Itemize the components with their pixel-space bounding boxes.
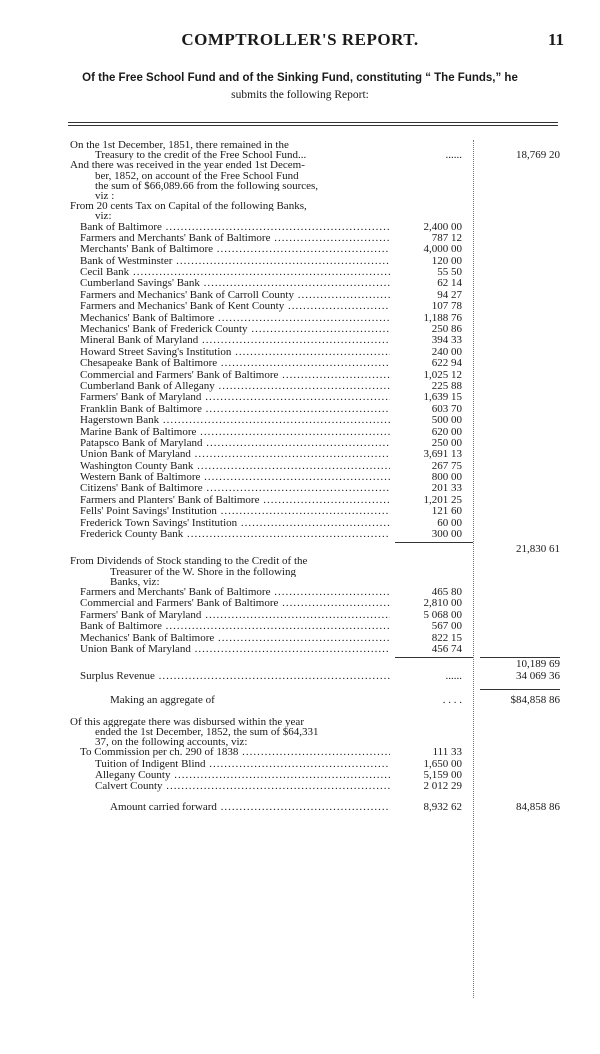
dividend-amount: 465 80 [431,586,462,598]
bank-row [0,449,600,460]
bank-row [0,404,600,415]
bank-row [0,301,600,312]
bank-row [0,244,600,255]
dividend-label: Commercial and Farmers' Bank of Baltimore ..... [80,598,390,609]
bank-label: Chesapeake Bank of Baltimore ..... [80,358,390,369]
bank-amount: 55 50 [437,266,462,279]
bank-label: Citizens' Bank of Baltimore ..... [80,483,390,494]
bank-label: Frederick County Bank ..... [80,529,390,540]
dividend-amount: 2,810 00 [423,597,462,610]
bank-label: Patapsco Bank of Maryland ..... [80,438,390,449]
carried-forward-total: 84,858 86 [516,800,560,813]
bank-label: Hagerstown Bank ..... [80,415,390,426]
bank-label: Commercial and Farmers' Bank of Baltimore ..... [80,370,390,381]
bank-label: Bank of Baltimore ..... [80,222,390,233]
disbursement-row [0,759,600,770]
bank-amount: 603 70 [431,402,462,415]
ledger-row: Treasury to the credit of the Free School Fund... ...... 18,769 20 [95,149,560,162]
bank-amount: 225 88 [431,379,462,392]
ledger-row: viz: [95,211,112,222]
dividends-total-row [0,655,600,671]
bank-label: Merchants' Bank of Baltimore ..... [80,244,390,255]
report-title: COMPTROLLER'S REPORT. [181,30,419,49]
ledger [0,140,600,815]
bank-amount: 94 27 [437,288,462,301]
banks-total: 21,830 61 [516,543,560,556]
bank-row [0,427,600,438]
opening-balance: 18,769 20 [516,149,560,162]
ledger-row: Of this aggregate there was disbursed within the year [70,716,304,727]
bank-row [0,335,600,346]
bank-amount: 4,000 00 [423,243,462,256]
bank-row [0,472,600,483]
dividend-amount: 822 15 [431,631,462,644]
dividend-label: Farmers' Bank of Maryland ..... [80,610,390,621]
aggregate-row: Making an aggregate of . . . . $84,858 86 [0,689,600,711]
bank-row [0,347,600,358]
page-number: 11 [547,30,564,49]
bank-row [0,324,600,335]
bank-row [0,222,600,233]
bank-label: Washington County Bank ..... [80,461,390,472]
disbursement-amount: 2 012 29 [423,780,462,793]
bank-amount: 250 00 [431,436,462,449]
bank-amount: 1,188 76 [423,311,462,324]
dividends-total: 10,189 69 [516,658,560,671]
ledger-row: ended the 1st December, 1852, the sum of $64,331 [95,726,319,738]
ledger-row: the sum of $66,089.66 from the following sources, [95,180,319,191]
bank-label: Franklin Bank of Baltimore ..... [80,404,390,415]
banks-list [0,222,600,541]
disbursement-amount: 111 33 [432,746,462,759]
bank-row [0,381,600,392]
ledger-row: From Dividends of Stock standing to the Credit of the [70,556,308,567]
ledger-row: 37, on the following accounts, viz: [95,737,248,748]
bank-amount: 787 12 [431,231,462,244]
bank-label: Mechanics' Bank of Baltimore ..... [80,313,390,324]
bank-amount: 121 60 [431,505,462,518]
carried-forward-row: Amount carried forward ..... 8,932 62 84,858 86 [0,799,600,815]
bank-row [0,256,600,267]
bank-amount: 622 94 [431,357,462,370]
bank-row [0,370,600,381]
ledger-row: Treasurer of the W. Shore in the following [110,566,296,577]
dividends-list [0,587,600,655]
dividend-label: Bank of Baltimore ..... [80,621,390,632]
bank-row [0,483,600,494]
disbursed-list [0,747,600,793]
bank-amount: 500 00 [431,414,462,427]
dividend-amount: 456 74 [431,642,462,655]
bank-row [0,278,600,289]
bank-amount: 1,025 12 [423,368,462,381]
intro-text [60,70,540,104]
aggregate-amount: $84,858 86 [510,693,560,706]
ledger-row: viz : [95,190,115,202]
bank-row [0,392,600,403]
bank-row [0,358,600,369]
ledger-row: And there was received in the year ended 1st Decem- [70,160,305,171]
disbursement-label: Calvert County ..... [95,781,390,792]
dividend-row [0,644,600,655]
bank-amount: 1,201 25 [423,493,462,506]
dividend-amount: 5 068 00 [423,608,462,621]
dividend-row [0,610,600,621]
dividend-row [0,587,600,598]
bank-amount: 267 75 [431,459,462,472]
bank-amount: 62 14 [437,277,462,290]
disbursement-label: Allegany County ..... [95,770,390,781]
bank-amount: 3,691 13 [423,448,462,461]
bank-amount: 2,400 00 [423,220,462,233]
bank-label: Frederick Town Savings' Institution ..... [80,518,390,529]
bank-label: Mechanics' Bank of Frederick County ..... [80,324,390,335]
bank-amount: 201 33 [431,482,462,495]
bank-amount: 620 00 [431,425,462,438]
bank-row [0,529,600,540]
bank-row [0,518,600,529]
banks-total-row [0,540,600,556]
bank-label: Cecil Bank ..... [80,267,390,278]
bank-label: Farmers and Mechanics' Bank of Kent County ..... [80,301,390,312]
bank-row [0,438,600,449]
dividend-label: Farmers and Merchants' Bank of Baltimore ..... [80,587,390,598]
dividend-amount: 567 00 [431,620,462,633]
dividend-row [0,633,600,644]
disbursement-row [0,747,600,758]
bank-amount: 394 33 [431,334,462,347]
bank-amount: 120 00 [431,254,462,267]
dividend-row [0,598,600,609]
intro-line-1: Of the Free School Fund and of the Sinking Fund, constituting “ The Funds,” he [82,72,518,84]
bank-amount: 240 00 [431,345,462,358]
surplus-row: Surplus Revenue ..... ...... 34 069 36 [0,671,600,682]
page-header [0,30,600,54]
disbursement-amount: 5,159 00 [423,769,462,782]
top-rule [68,122,558,123]
bank-label: Marine Bank of Baltimore ..... [80,427,390,438]
disbursement-label: To Commission per ch. 290 of 1838 ..... [80,747,390,758]
dividend-label: Union Bank of Maryland ..... [80,644,390,655]
bank-row [0,415,600,426]
bank-label: Cumberland Savings' Bank ..... [80,278,390,289]
disbursement-amount: 1,650 00 [423,757,462,770]
bank-row [0,233,600,244]
bank-row [0,313,600,324]
bank-label: Mineral Bank of Maryland ..... [80,335,390,346]
ledger-row: From 20 cents Tax on Capital of the following Banks, [70,201,307,212]
ledger-row: On the 1st December, 1851, there remained in the [70,140,289,151]
bank-label: Farmers and Mechanics' Bank of Carroll County ..... [80,290,390,301]
bank-row [0,267,600,278]
bank-row [0,461,600,472]
bank-label: Farmers' Bank of Maryland ..... [80,392,390,403]
ledger-row: Banks, viz: [110,576,160,588]
bank-label: Union Bank of Maryland ..... [80,449,390,460]
bank-amount: 300 00 [431,528,462,541]
bank-row [0,506,600,517]
disbursement-label: Tuition of Indigent Blind ..... [95,759,390,770]
bank-amount: 800 00 [431,471,462,484]
bank-label: Bank of Westminster ..... [80,256,390,267]
bank-amount: 1,639 15 [423,391,462,404]
top-rule-2 [68,125,558,126]
bank-label: Fells' Point Savings' Institution ..... [80,506,390,517]
dividend-row [0,621,600,632]
bank-row [0,290,600,301]
bank-row [0,495,600,506]
intro-line-2: submits the following Report: [231,89,369,101]
surplus-amount: 34 069 36 [516,670,560,683]
bank-label: Farmers and Planters' Bank of Baltimore ..... [80,495,390,506]
bank-amount: 250 86 [431,323,462,336]
disbursement-row [0,781,600,792]
carried-forward-subtotal: 8,932 62 [423,800,462,813]
bank-label: Farmers and Merchants' Bank of Baltimore ..... [80,233,390,244]
bank-label: Howard Street Saving's Institution ..... [80,347,390,358]
bank-label: Western Bank of Baltimore ..... [80,472,390,483]
dividend-label: Mechanics' Bank of Baltimore ..... [80,633,390,644]
disbursement-row [0,770,600,781]
bank-amount: 107 78 [431,300,462,313]
bank-label: Cumberland Bank of Allegany ..... [80,381,390,392]
ledger-row: ber, 1852, on account of the Free School Fund [95,170,299,181]
bank-amount: 60 00 [437,516,462,529]
